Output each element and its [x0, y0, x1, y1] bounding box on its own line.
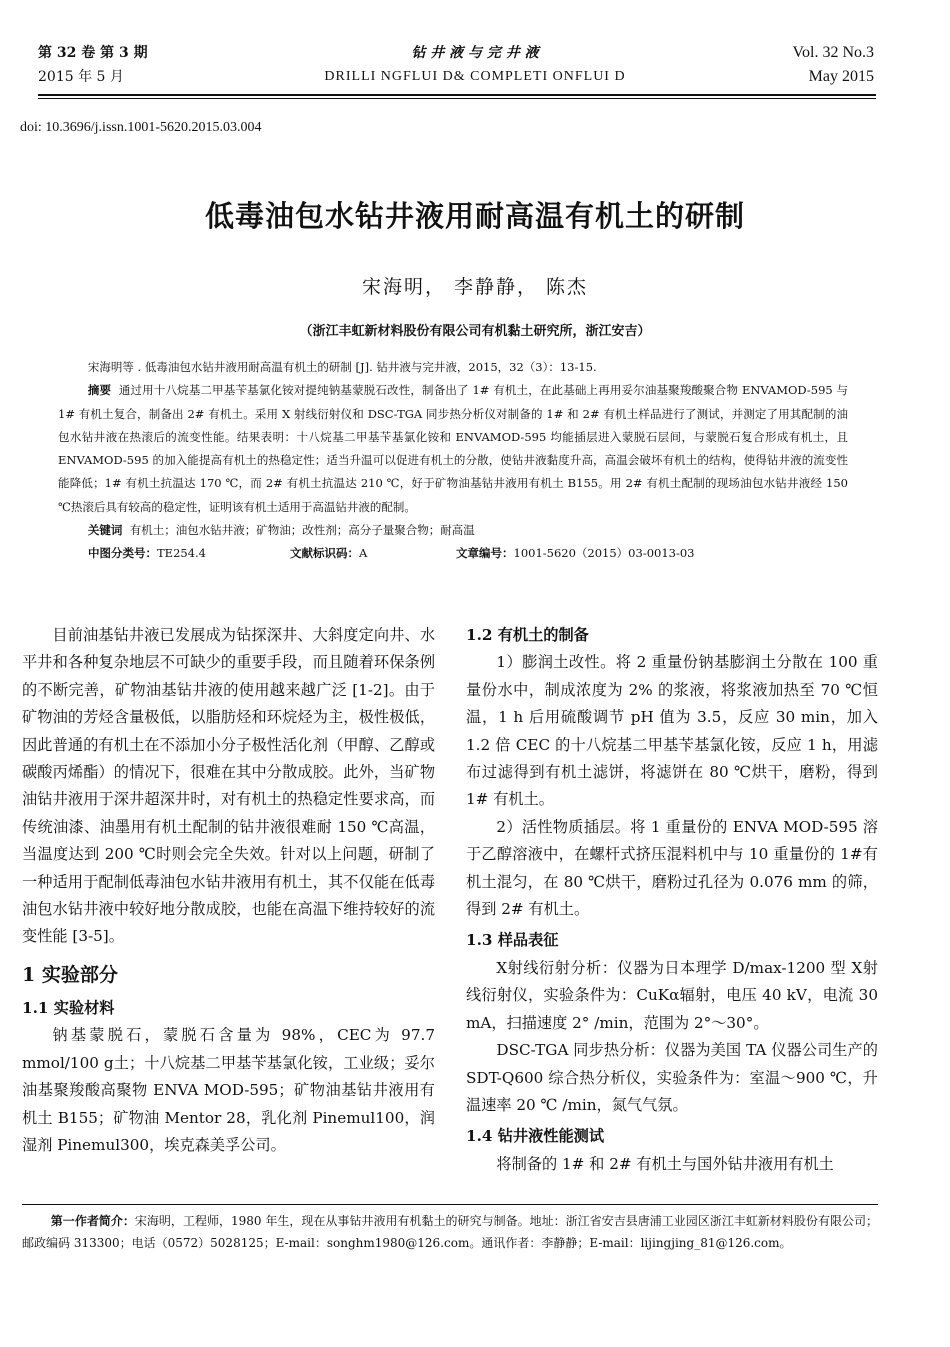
section-1-heading: 1 实验部分: [22, 963, 118, 986]
abstract-text: 通过用十八烷基二甲基苄基氯化铵对提纯钠基蒙脱石改性，制备出了 1# 有机土，在此基础上再用妥尔油基聚羧酸聚合物 ENVAMOD-595 与 1# 有机土复合，制备出 2# 有机土。采用 X 射线衍射仪和 DSC-TGA 同步热分析仪对制备的 1# 和 2# 有机土样品进行了测试，并测定了用其配制的油包水钻井液在热滚后的流变性能。结果表明：十八烷基二甲基苄基氯化铵和 ENVAMOD-595 均能插层进入蒙脱石层间，与蒙脱石复合形成有机土，且 ENVAMOD-595 的加入能提高有机土的热稳定性；适当升温可以促进有机土的分散，使钻井液黏度升高，高温会破坏有机土的结构，使得钻井液的流变性能降低；1# 有机土抗温达 170 ℃，而 2# 有机土抗温达 210 ℃，好于矿物油基钻井液用有机土 B155。用 2# 有机土配制的现场油包水钻井液经 150 ℃热滚后具有较高的稳定性，证明该有机土适用于高温钻井液的配制。: [58, 383, 849, 514]
footnote-label: 第一作者简介：: [50, 1214, 135, 1228]
clc-value: TE254.4: [157, 546, 206, 561]
xrd-paragraph: X射线衍射分析：仪器为日本理学 D/max-1200 型 X射线衍射仪，实验条件为：CuKα辐射，电压 40 kV，电流 30 mA，扫描速度 2° /min，范围为 2°～30°。: [466, 958, 878, 1032]
journal-name-cn: 钻 井 液 与 完 井 液: [411, 45, 539, 61]
keywords-text: 有机土；油包水钻井液；矿物油；改性剂；高分子量聚合物；耐高温: [129, 523, 475, 538]
journal-volume-en: Vol. 32 No.3: [792, 44, 874, 61]
classification: [58, 542, 848, 565]
header-rule-thin: [38, 98, 876, 99]
footnote-rule: [22, 1204, 878, 1205]
section-1-3-heading: 1.3 样品表征: [466, 931, 559, 950]
doi: doi: 10.3696/j.issn.1001-5620.2015.03.004: [20, 120, 262, 135]
abstract-label: 摘要: [87, 383, 112, 398]
keywords: [58, 519, 848, 542]
journal-name-en: DRILLI NGFLUI D& COMPLETI ONFLUI D: [324, 69, 626, 84]
doc-code-value: A: [359, 546, 368, 561]
abstract: [58, 379, 848, 519]
preparation-step-1: 1）膨润土改性。将 2 重量份钠基膨润土分散在 100 重量份水中，制成浓度为 2% 的浆液，将浆液加热至 70 ℃恒温，1 h 后用硫酸调节 pH 值为 3.5，反应 30 min，加入 1.2 倍 CEC 的十八烷基二甲基苄基氯化铵，反应 1 h，用滤布过滤得到有机土滤饼，将滤饼在 80 ℃烘干，磨粉，得到 1# 有机土。: [466, 653, 878, 809]
page-title: 低毒油包水钻井液用耐高温有机土的研制: [204, 199, 745, 233]
intro-paragraph: 目前油基钻井液已发展成为钻探深井、大斜度定向井、水平井和各种复杂地层不可缺少的重要手段，而且随着环保条例的不断完善，矿物油基钻井液的使用越来越广泛 [1-2]。由于矿物油的芳烃含量极低，以脂肪烃和环烷烃为主，极性极低，因此普通的有机土在不添加小分子极性活化剂（甲醇、乙醇或碳酸丙烯酯）的情况下，很难在其中分散成胶。此外，当矿物油钻井液用于深井超深井时，对有机土的热稳定性要求高，而传统油漆、油墨用有机土配制的钻井液很难耐 150 ℃高温，当温度达到 200 ℃时则会完全失效。针对以上问题，研制了一种适用于配制低毒油包水钻井液用有机土，其不仅能在低毒油包水钻井液中较好地分散成胶，也能在高温下维持较好的流变性能 [3-5]。: [22, 626, 435, 946]
test-paragraph: 将制备的 1# 和 2# 有机土与国外钻井液用有机土: [496, 1154, 834, 1173]
journal-date-en: May 2015: [808, 68, 874, 85]
doc-code-label: 文献标识码：: [290, 546, 359, 561]
article-number-value: 1001-5620（2015）03-0013-03: [513, 546, 695, 561]
section-1-4-heading: 1.4 钻井液性能测试: [466, 1127, 605, 1146]
left-column: [22, 622, 435, 1159]
preparation-step-2: 2）活性物质插层。将 1 重量份的 ENVA MOD-595 溶于乙醇溶液中，在螺杆式挤压混料机中与 10 重量份的 1#有机土混匀，在 80 ℃烘干，磨粉过孔径为 0.076 mm 的筛，得到 2# 有机土。: [466, 817, 878, 919]
right-column: [466, 622, 878, 1178]
clc-label: 中图分类号：: [88, 546, 157, 561]
section-1-1-heading: 1.1 实验材料: [22, 998, 115, 1017]
footnote: [22, 1210, 878, 1254]
affiliation: （浙江丰虹新材料股份有限公司有机黏土研究所，浙江安吉）: [299, 324, 651, 339]
article-number-label: 文章编号：: [456, 546, 514, 561]
section-1-2-heading: 1.2 有机土的制备: [466, 626, 589, 644]
journal-date: 2015 年 5 月: [38, 69, 124, 85]
dsc-paragraph: DSC-TGA 同步热分析：仪器为美国 TA 仪器公司生产的 SDT-Q600 综合热分析仪，实验条件为：室温～900 ℃，升温速率 20 ℃ /min，氮气气氛。: [466, 1041, 878, 1114]
footnote-text: 宋海明，工程师，1980 年生，现在从事钻井液用有机黏土的研究与制备。地址：浙江省安吉县唐浦工业园区浙江丰虹新材料股份有限公司；邮政编码 313300；电话（0572）5028125；E-mail：songhm1980@126.com。通讯作者：李静静；E-mail：lijingjing_81@126.com。: [22, 1214, 878, 1250]
header-rule-thick: [38, 94, 876, 96]
citation: 宋海明等 . 低毒油包水钻井液用耐高温有机土的研制 [J]. 钻井液与完井液，2015，32（3）：13-15.: [87, 360, 597, 374]
authors: 宋海明， 李静静， 陈杰: [361, 276, 589, 298]
journal-volume-issue: 第 32 卷 第 3 期: [38, 45, 148, 61]
materials-paragraph: 钠基蒙脱石，蒙脱石含量为 98%，CEC为 97.7 mmol/100 g土；十八烷基二甲基苄基氯化铵，工业级；妥尔油基聚羧酸高聚物 ENVA MOD-595；矿物油基钻井液用有机土 B155；矿物油 Mentor 28，乳化剂 Pinemul100，润湿剂 Pinemul300，埃克森美孚公司。: [22, 1026, 435, 1154]
keywords-label: 关键词: [87, 523, 123, 538]
